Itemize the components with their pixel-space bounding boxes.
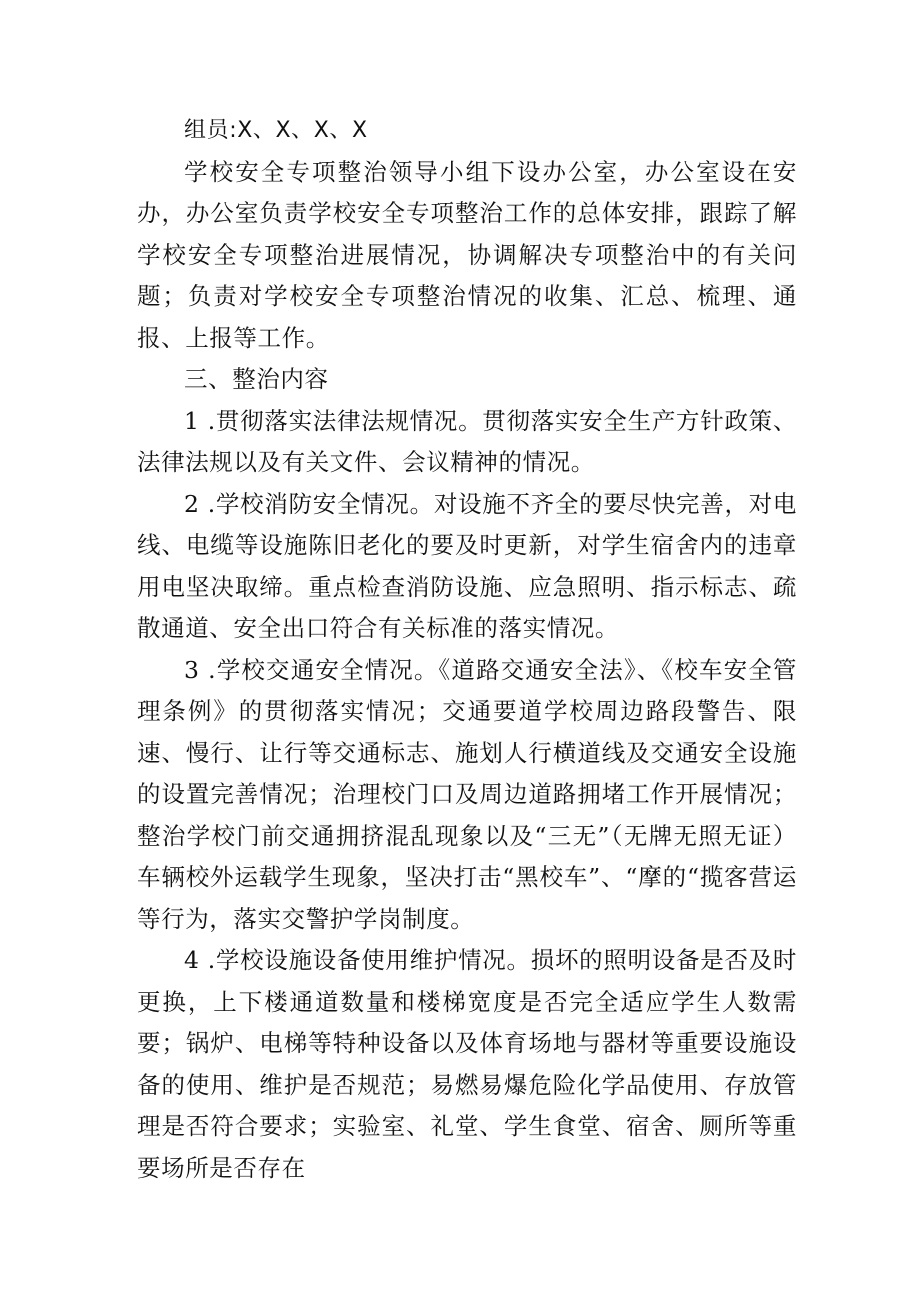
office-paragraph: 学校安全专项整治领导小组下设办公室，办公室设在安办，办公室负责学校安全专项整治工作的总体安排，跟踪了解学校安全专项整治进展情况，协调解决专项整治中的有关问题；负责对学校安全专项整治情况的收集、汇总、梳理、通报、上报等工作。	[137, 157, 797, 352]
section-heading: 三、整治内容	[184, 365, 329, 393]
item-paragraph-3: 3 .学校交通安全情况。《道路交通安全法》、《校车安全管理条例》的贯彻落实情况；交通要道学校周边路段警告、限速、慢行、让行等交通标志、施划人行横道线及交通安全设施的设置完善情况；治理校门口及周边道路拥堵工作开展情况；整治学校门前交通拥挤混乱现象以及“三无”（无牌无照无证）车辆校外运载学生现象，坚决打击“黑校车”、“摩的“揽客营运等行为，落实交警护学岗制度。	[137, 655, 797, 933]
item-paragraph-4: 4 .学校设施设备使用维护情况。损坏的照明设备是否及时更换，上下楼通道数量和楼梯宽度是否完全适应学生人数需要；锅炉、电梯等特种设备以及体育场地与器材等重要设施设备的使用、维护是否规范；易燃易爆危险化学品使用、存放管理是否符合要求；实验室、礼堂、学生食堂、宿舍、厕所等重要场所是否存在	[137, 946, 797, 1182]
members-line: 组员:X、X、X、X	[184, 118, 368, 143]
item-paragraph-2: 2 .学校消防安全情况。对设施不齐全的要尽快完善，对电线、电缆等设施陈旧老化的要及时更新，对学生宿舍内的违章用电坚决取缔。重点检查消防设施、应急照明、指示标志、疏散通道、安全出口符合有关标准的落实情况。	[137, 489, 797, 642]
item-paragraph-1: 1 .贯彻落实法律法规情况。贯彻落实安全生产方针政策、法律法规以及有关文件、会议精神的情况。	[137, 406, 797, 476]
document-body	[137, 110, 797, 1189]
